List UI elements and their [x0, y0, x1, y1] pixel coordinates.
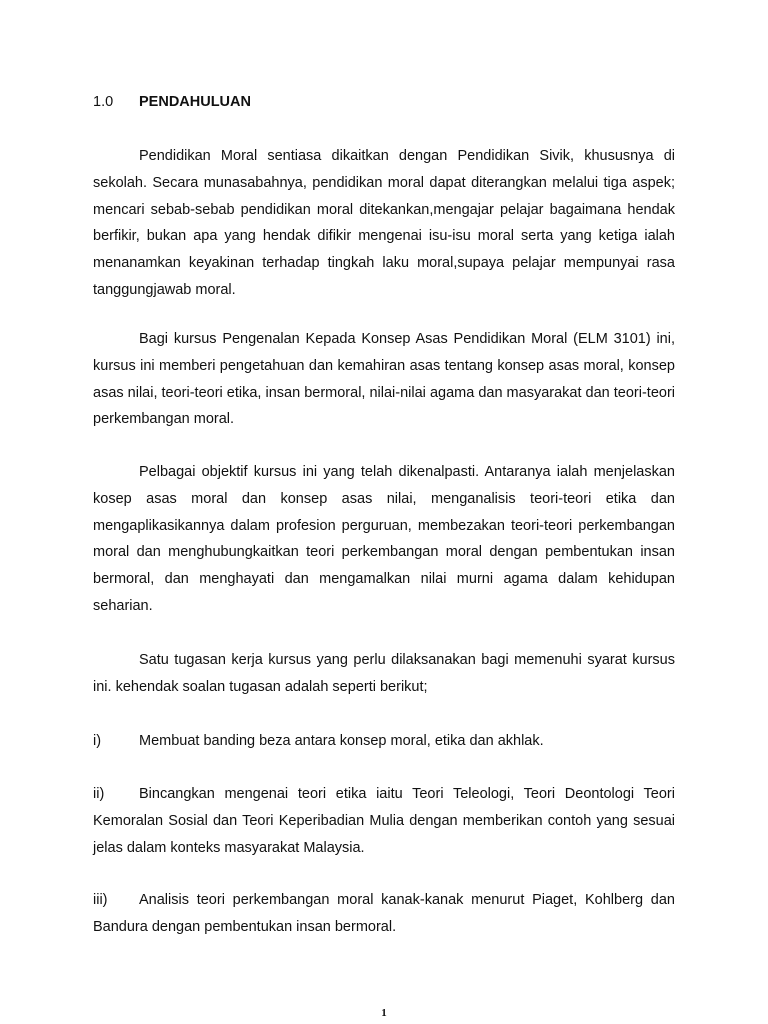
task-item	[93, 887, 675, 941]
task-marker: ii)	[93, 786, 105, 802]
task-item	[93, 728, 675, 755]
paragraph-course-description: Bagi kursus Pengenalan Kepada Konsep Asas Pendidikan Moral (ELM 3101) ini, kursus ini memberi pengetahuan dan kemahiran asas tentang konsep asas moral, konsep asas nilai, teori-teori etika, insan bermoral, nilai-nilai agama dan masyarakat dan teori-teori perkembangan moral.	[93, 331, 675, 428]
section-number: 1.0	[93, 94, 114, 110]
page-number: 1	[381, 1007, 387, 1019]
paragraph-introduction: Pendidikan Moral sentiasa dikaitkan dengan Pendidikan Sivik, khususnya di sekolah. Secara munasabahnya, pendidikan moral dapat diterangkan melalui tiga aspek; mencari sebab-sebab pendidikan moral ditekankan,mengajar pelajar bagaimana hendak berfikir, bukan apa yang hendak difikir mengenai isu-isu moral serta yang ketiga ialah menanamkan keyakinan terhadap tingkah laku moral,supaya pelajar mempunyai rasa tanggungjawab moral.	[93, 148, 675, 298]
task-text: Bincangkan mengenai teori etika iaitu Teori Teleologi, Teori Deontologi Teori Kemoralan Sosial dan Teori Keperibadian Mulia dengan memberikan contoh yang sesuai jelas dalam konteks masyarakat Malaysia.	[93, 786, 675, 856]
task-marker: iii)	[93, 892, 108, 908]
task-text: Membuat banding beza antara konsep moral, etika dan akhlak.	[139, 733, 544, 749]
paragraph-objectives: Pelbagai objektif kursus ini yang telah dikenalpasti. Antaranya ialah menjelaskan kosep asas moral dan konsep asas nilai, menganalisis teori-teori etika dan mengaplikasikannya dalam profesion perguruan, membezakan teori-teori perkembangan moral dan menghubungkaitkan teori perkembangan moral dengan pembentukan insan bermoral, dan menghayati dan mengamalkan nilai murni agama dalam kehidupan seharian.	[93, 464, 675, 614]
task-marker: i)	[93, 733, 102, 749]
task-text: Analisis teori perkembangan moral kanak-kanak menurut Piaget, Kohlberg dan Bandura dengan pembentukan insan bermoral.	[93, 892, 675, 935]
paragraph-assignment-intro: Satu tugasan kerja kursus yang perlu dilaksanakan bagi memenuhi syarat kursus ini. kehendak soalan tugasan adalah seperti berikut;	[93, 652, 675, 695]
section-heading	[93, 93, 251, 111]
section-title: PENDAHULUAN	[139, 94, 251, 110]
task-item	[93, 781, 675, 861]
